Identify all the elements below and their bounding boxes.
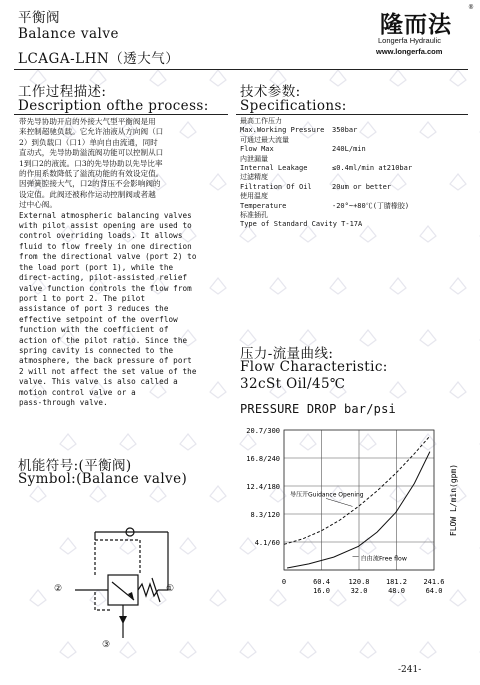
x-tick-label-psi: 16.0: [313, 587, 330, 595]
y-axis-label: FLOW L/min(gpm): [449, 463, 458, 537]
process-title-cn: 工作过程描述:: [18, 84, 107, 100]
description-line-en: direct-acting, pilot-assisted relief: [19, 273, 188, 283]
process-title-en: Description ofthe process:: [18, 98, 209, 114]
spec-value: -20°~+80℃(丁腈橡胶): [332, 201, 410, 210]
spec-label: 可通过最大流量: [240, 135, 289, 144]
brand-logo: 隆而法: [380, 12, 452, 38]
watermark-mark: [270, 278, 286, 294]
watermark-mark: [180, 434, 196, 450]
y-tick-label: 12.4/180: [246, 483, 280, 491]
description-line-en: spring cavity is connected to the: [19, 345, 174, 355]
watermark-mark: [390, 382, 406, 398]
watermark-mark: [30, 486, 46, 502]
specs-table: [240, 117, 468, 230]
spec-label: 使用温度: [240, 192, 268, 201]
description-line-en: action of the pilot ratio. Since the: [19, 335, 188, 345]
balance-valve-symbol: [50, 520, 200, 660]
header-rule: [14, 69, 468, 70]
spec-row: [240, 173, 468, 182]
spec-label: 最高工作压力: [240, 117, 282, 125]
registered-mark: ®: [468, 4, 474, 11]
description-line-en: effective setpoint of the overflow: [19, 314, 178, 324]
watermark-mark: [150, 486, 166, 502]
description-line-en: fluid to flow freely in one direction: [19, 241, 192, 251]
description-line-en: atmosphere, the back pressure of port: [19, 356, 192, 366]
port-3-label: ③: [102, 640, 111, 650]
watermark-mark: [330, 278, 346, 294]
description-line-en: the load port (port 1), while the: [19, 262, 174, 272]
description-line-cn: 的作用系数降低了溢流功能的有效设定值。: [19, 169, 164, 179]
watermark-mark: [210, 590, 226, 606]
x-tick-label-psi: 64.0: [425, 587, 443, 595]
watermark-mark: [120, 434, 136, 450]
watermark-mark: [390, 278, 406, 294]
spec-row: [240, 117, 468, 126]
description-line-en: assistance of port 3 reduces the: [19, 304, 169, 314]
x-tick-label: 60.4: [313, 578, 330, 586]
spec-row: [240, 220, 468, 229]
spec-row: [240, 183, 468, 192]
x-tick-label: 181.2: [385, 578, 408, 586]
spec-row: [240, 211, 468, 220]
watermark-mark: [360, 642, 376, 658]
model-name: LCAGA-LHN（透大气）: [18, 51, 180, 67]
description-line-en: 2 will not affect the set value of the: [19, 366, 197, 376]
spec-row: [240, 202, 468, 211]
spec-value: 240L/min: [332, 145, 366, 154]
description-line-en: function with the coefficient of: [19, 325, 169, 335]
watermark-mark: [420, 642, 436, 658]
x-tick-label: 120.8: [348, 578, 370, 586]
spec-row: [240, 192, 468, 201]
process-rule: [14, 114, 228, 115]
watermark-mark: [210, 486, 226, 502]
description-line-cn: 直动式，先导协助溢流阀功能可以控制从口: [19, 148, 164, 158]
port-2-label: ②: [54, 584, 63, 594]
x-tick-label: 0: [281, 578, 287, 586]
description-line-cn: 2）到负载口（口1）单向自由流通，同时: [19, 137, 158, 147]
watermark-mark: [90, 486, 106, 502]
x-tick-label: 241.6: [423, 578, 445, 586]
spec-label: Flow Max: [240, 145, 274, 154]
y-tick-label: 20.7/300: [246, 427, 280, 435]
symbol-title-cn: 机能符号:(平衡阀): [18, 458, 132, 474]
description-line-cn: 过中心阀。: [19, 200, 57, 210]
description-line-en: valve function controls the flow from: [19, 283, 192, 293]
description-line-cn: 设定值。此阀还被称作运动控制阀或者越: [19, 189, 156, 199]
description-line-cn: 因弹簧腔接大气，口2的背压不会影响阀的: [19, 179, 161, 189]
description-line-en: from the directional valve (port 2) to: [19, 252, 197, 262]
process-description: [19, 117, 229, 408]
spec-label: 标准插孔: [240, 210, 268, 219]
description-line-en: valve. This valve is also called a: [19, 377, 178, 387]
series-label-free-flow: 自由流Free flow: [360, 555, 407, 563]
y-tick-label: 4.1/60: [254, 539, 280, 547]
oil-spec: 32cSt Oil/45℃: [240, 376, 346, 392]
description-line-en: control overriding loads. It allows: [19, 231, 183, 241]
port-1-label: ①: [166, 584, 175, 594]
spec-value: 20um or better: [332, 182, 392, 191]
flow-title-cn: 压力-流量曲线:: [240, 346, 334, 362]
spec-label: Internal Leakage: [240, 163, 308, 172]
spec-row: [240, 155, 468, 164]
chart-title: PRESSURE DROP bar/psi: [240, 402, 396, 416]
brand-website: www.longerfa.com: [376, 47, 443, 56]
description-cn: [19, 117, 229, 211]
description-en: [19, 211, 229, 409]
flow-chart: [236, 418, 476, 604]
spec-label: Type of Standard Cavity T-17A: [240, 220, 363, 229]
description-line-en: pass-through valve.: [19, 397, 108, 407]
title-cn: 平衡阀: [18, 10, 60, 26]
description-line-en: port 1 to port 2. The pilot: [19, 293, 146, 303]
title-en: Balance valve: [18, 26, 119, 42]
series-line-0: [287, 452, 430, 568]
spec-row: [240, 145, 468, 154]
spec-row: [240, 126, 468, 135]
x-tick-label-psi: 32.0: [350, 587, 368, 595]
symbol-title-en: Symbol:(Balance valve): [18, 471, 188, 487]
spec-label: Max.Working Pressure: [240, 126, 325, 135]
specs-title-cn: 技术参数:: [240, 84, 301, 100]
watermark-mark: [300, 642, 316, 658]
watermark-mark: [240, 642, 256, 658]
watermark-mark: [420, 330, 436, 346]
spec-label: 过滤精度: [240, 173, 268, 182]
page-number: -241-: [398, 665, 422, 675]
description-line-en: with pilot assist opening are used to: [19, 221, 192, 231]
watermark-mark: [30, 590, 46, 606]
series-label-guidance: 导压开Guidance Opening: [290, 491, 364, 499]
watermark-mark: [450, 382, 466, 398]
spec-label: 内泄漏量: [240, 154, 268, 163]
description-line-en: External atmospheric balancing valves: [19, 210, 192, 220]
watermark-mark: [360, 330, 376, 346]
spec-row: [240, 136, 468, 145]
watermark-mark: [150, 70, 166, 86]
watermark-mark: [60, 434, 76, 450]
watermark-mark: [210, 70, 226, 86]
watermark-mark: [390, 70, 406, 86]
watermark-mark: [330, 70, 346, 86]
description-line-en: motion control valve or a: [19, 387, 136, 397]
watermark-mark: [450, 278, 466, 294]
y-tick-label: 16.8/240: [246, 455, 280, 463]
specs-rule: [236, 114, 468, 115]
spec-row: [240, 164, 468, 173]
spec-value: ≤0.4ml/min at210bar: [332, 163, 413, 172]
specs-title-en: Specifications:: [240, 98, 347, 114]
series-label-leader: [326, 498, 353, 506]
watermark-mark: [450, 70, 466, 86]
description-line-cn: 带先导协助开启的外接大气型平衡阀是用: [19, 117, 156, 126]
spec-label: Temperature: [240, 201, 287, 210]
flow-title-en: Flow Characteristic:: [240, 359, 388, 375]
description-line-cn: 1到口2的液流。口3的先导协助以先导比率: [19, 158, 163, 168]
y-tick-label: 8.3/120: [250, 511, 280, 519]
brand-name-en: Longerfa Hydraulic: [378, 36, 441, 45]
x-tick-label-psi: 48.0: [388, 587, 405, 595]
spec-label: Filtration Of Oil: [240, 182, 312, 191]
description-line-cn: 来控制超驰负载。它允许油液从方向阀（口: [19, 127, 164, 137]
spec-value: 350bar: [332, 126, 358, 135]
series-line-1: [284, 436, 430, 544]
